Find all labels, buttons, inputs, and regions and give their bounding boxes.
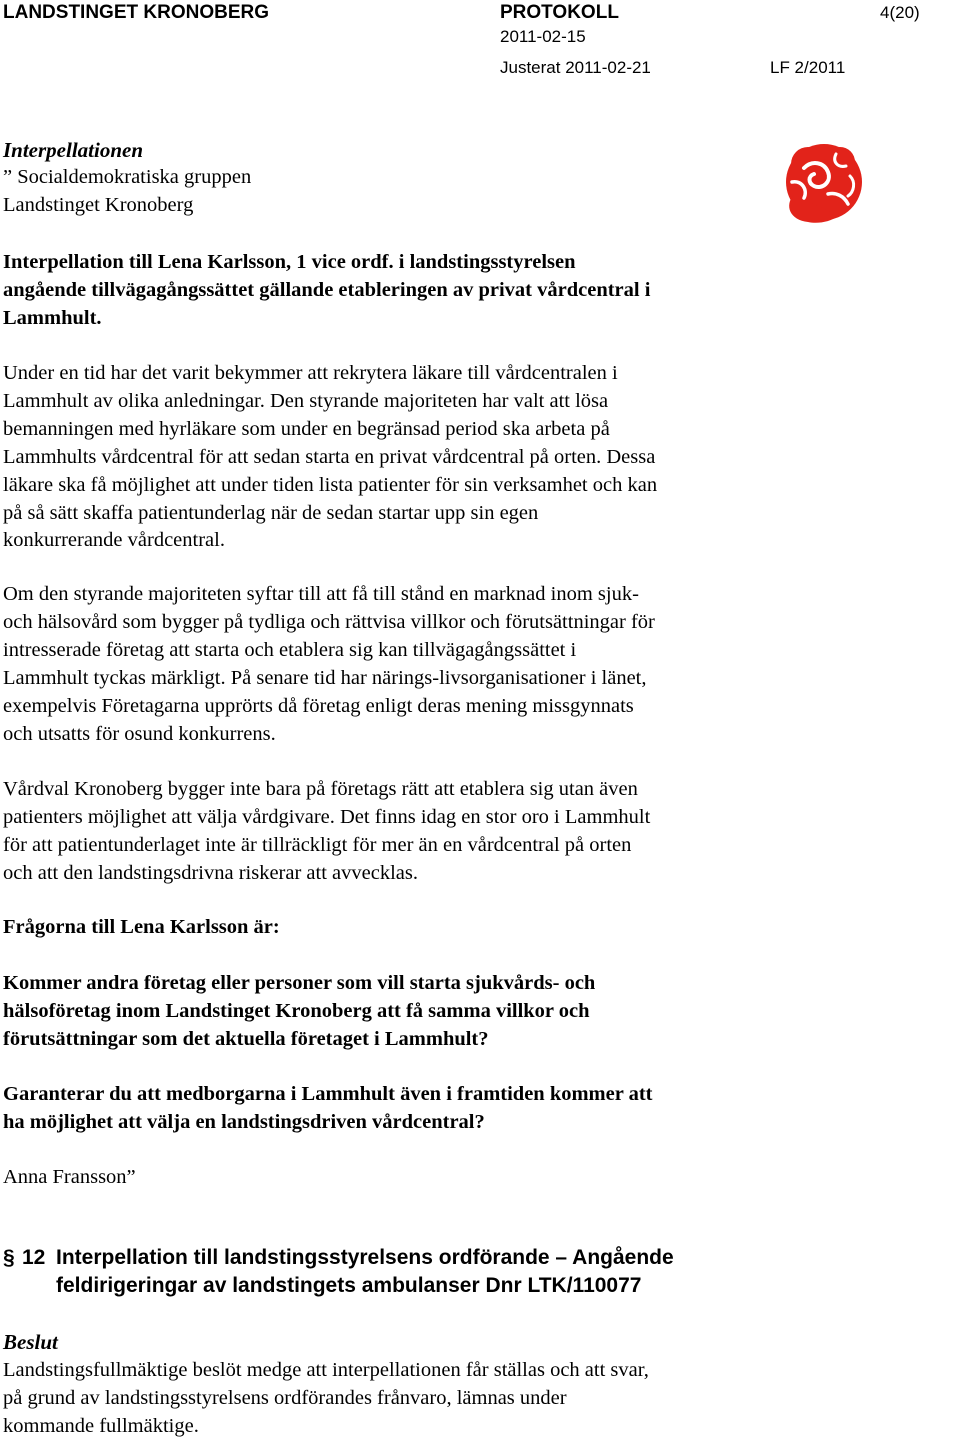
- paragraph-2: [3, 581, 655, 748]
- signature: [3, 1164, 136, 1192]
- signature-text: Anna Fransson”: [3, 1166, 136, 1188]
- question-2: [3, 1081, 652, 1137]
- text-line: kommande fullmäktige.: [3, 1414, 199, 1437]
- text-line: patienters möjlighet att välja vårdgivare. Det finns idag en stor oro i Lammhult: [3, 805, 651, 828]
- paragraph-3: [3, 776, 650, 888]
- red-rose-icon: [778, 136, 870, 228]
- text-line: Kommer andra företag eller personer som vill starta sjukvårds- och: [3, 972, 596, 994]
- text-line: intresserade företag att starta och etablera sig kan tillvägagångssättet i: [3, 638, 577, 661]
- verified-date: Justerat 2011-02-21: [500, 58, 651, 77]
- questions-heading: [3, 914, 280, 942]
- text-line: läkare ska få möjlighet att under tiden lista patienter för sin verksamhet och kan: [3, 473, 658, 496]
- text-line: konkurrerande vårdcentral.: [3, 529, 225, 552]
- text-line: för att patientunderlaget inte är tillräckligt för mer än en vårdcentral på orten: [3, 833, 632, 856]
- text-line: hälsoföretag inom Landstinget Kronoberg att få samma villkor och: [3, 999, 590, 1022]
- title-line: Lammhult.: [3, 306, 102, 329]
- meeting-date: 2011-02-15: [500, 27, 586, 46]
- text-line: Lammhult av olika anledningar. Den styrande majoriteten har valt att lösa: [3, 389, 609, 412]
- text-line: Landstingsfullmäktige beslöt medge att interpellationen får ställas och att svar,: [3, 1359, 649, 1381]
- page-number: 4(20): [880, 3, 920, 22]
- section-title-line-1: Interpellation till landstingsstyrelsens ordförande – Angående: [56, 1246, 674, 1269]
- text-line: och utsatts för osund konkurrens.: [3, 722, 276, 745]
- document-type: PROTOKOLL: [500, 2, 619, 23]
- interpellation-heading: Interpellationen: [3, 138, 144, 162]
- title-line: angående tillvägagångssättet gällande etableringen av privat vårdcentral i: [3, 278, 651, 301]
- text-line: ha möjlighet att välja en landstingsdriven vårdcentral?: [3, 1110, 485, 1133]
- text-line: Lammhults vårdcentral för att sedan starta en privat vårdcentral på orten. Dessa: [3, 445, 656, 468]
- text-line: och hälsovård som bygger på tydliga och rättvisa villkor och förutsättningar för: [3, 610, 655, 633]
- section-symbol: §: [3, 1246, 15, 1269]
- text-line: förutsättningar som det aktuella företaget i Lammhult?: [3, 1027, 489, 1050]
- text-line: och att den landstingsdrivna riskerar att avvecklas.: [3, 861, 418, 884]
- sender-organization: Landstinget Kronoberg: [3, 194, 194, 216]
- sender-group: ” Socialdemokratiska gruppen: [3, 166, 252, 188]
- question-1: [3, 970, 595, 1054]
- decision-heading: Beslut: [3, 1330, 58, 1354]
- title-line: Interpellation till Lena Karlsson, 1 vice ordf. i landstingsstyrelsen: [3, 251, 576, 273]
- text-line: på så sätt skaffa patientunderlag när de sedan startar upp sin egen: [3, 501, 539, 524]
- text-line: bemanningen med hyrläkare som under en begränsad period ska arbeta på: [3, 417, 610, 440]
- text-line: Lammhult tyckas märkligt. På senare tid har närings-livsorganisationer i länet,: [3, 666, 647, 689]
- text-line: Om den styrande majoriteten syftar till att få till stånd en marknad inom sjuk-: [3, 583, 639, 605]
- decision-text: [3, 1357, 649, 1441]
- text-line: Vårdval Kronoberg bygger inte bara på företags rätt att etablera sig utan även: [3, 778, 638, 800]
- text-line: Garanterar du att medborgarna i Lammhult även i framtiden kommer att: [3, 1083, 653, 1105]
- paragraph-1: [3, 360, 657, 555]
- reference-number: LF 2/2011: [770, 58, 846, 77]
- text-line: exempelvis Företagarna upprörts då företag enligt deras mening missgynnats: [3, 694, 634, 717]
- text-line: på grund av landstingsstyrelsens ordförandes frånvaro, lämnas under: [3, 1386, 567, 1409]
- text-line: Under en tid har det varit bekymmer att rekrytera läkare till vårdcentralen i: [3, 362, 618, 384]
- section-title-line-2: feldirigeringar av landstingets ambulanser Dnr LTK/110077: [56, 1274, 642, 1297]
- interpellation-title: [3, 249, 650, 333]
- org-name: LANDSTINGET KRONOBERG: [3, 2, 269, 23]
- questions-heading-text: Frågorna till Lena Karlsson är:: [3, 916, 280, 938]
- section-number: 12: [22, 1246, 46, 1269]
